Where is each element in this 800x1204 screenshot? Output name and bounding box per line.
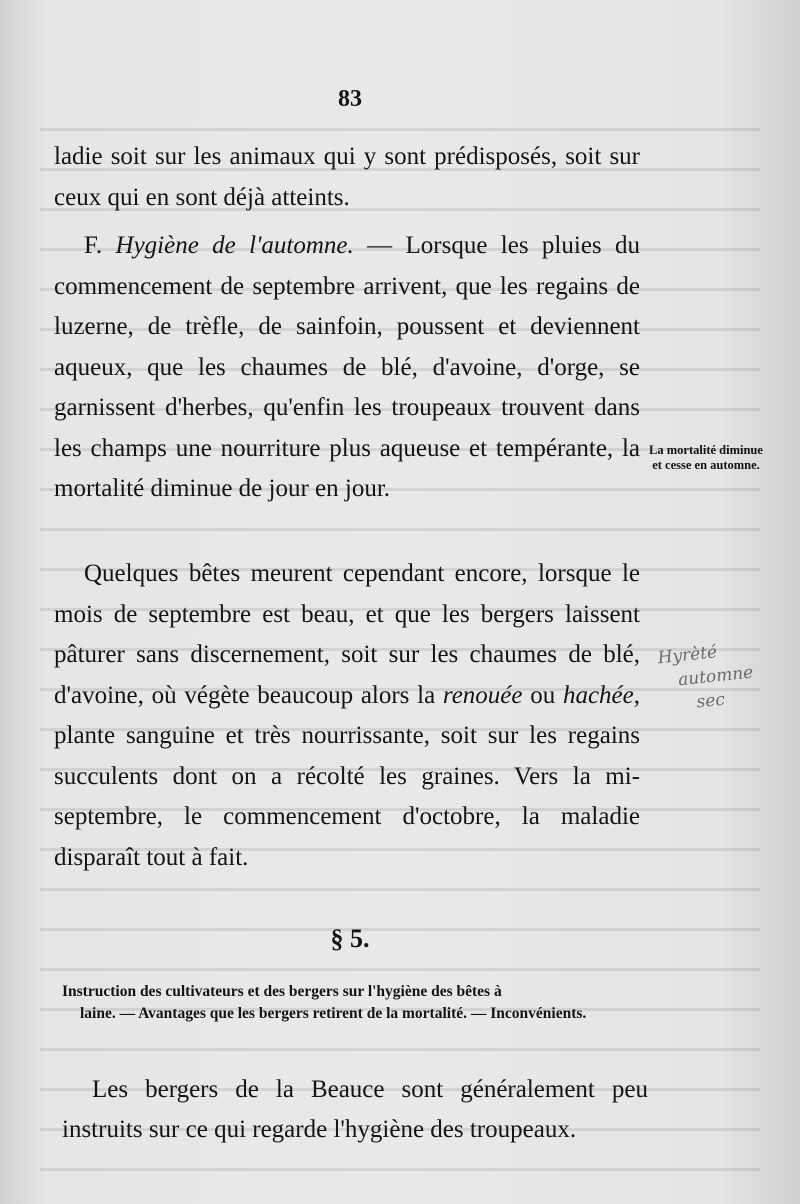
italic-hachee: hachée — [562, 681, 634, 709]
section-title-line1: Instruction des cultivateurs et des bergers sur l'hygiène des bêtes à — [62, 983, 502, 1000]
bottom-paragraph-text: Les bergers de la Beauce sont généralement peu instruits sur ce qui regarde l'hygiène des troupeaux. — [62, 1076, 648, 1143]
second-paragraph-part1: Quelques bêtes meurent cependant encore, lorsque le mois de septembre est beau, et que les bergers laissent pâturer sans discernement, soit sur les chaumes de blé, d'avoine, où végète beaucoup alors la — [54, 560, 640, 709]
top-paragraph-text: ladie soit sur les animaux qui y sont prédisposés, soit sur ceux qui en sont déjà atteints. — [54, 143, 640, 211]
bottom-paragraph — [62, 1070, 648, 1150]
section-title-line2: laine. — Avantages que les bergers retirent de la mortalité. — Inconvénients. — [80, 1005, 587, 1022]
second-paragraph — [54, 554, 640, 878]
hygiene-paragraph — [54, 226, 640, 510]
hygiene-dash: — — [353, 232, 406, 259]
page-number: 83 — [338, 86, 362, 112]
top-paragraph — [54, 137, 640, 218]
section-title — [62, 981, 642, 1025]
hygiene-label: F. — [84, 232, 103, 259]
hygiene-heading: Hygiène de l'automne. — [115, 232, 354, 259]
second-paragraph-part3: , plante sanguine et très nourrissante, soit sur les regains succulents dont on a récolté les graines. Vers la mi-septembre, le commencement d'octobre, la maladie disparaît tout à fait. — [54, 681, 640, 871]
second-paragraph-part2: ou — [522, 681, 563, 709]
handwritten-line2: automne — [677, 662, 755, 691]
handwritten-line3: sec — [695, 689, 726, 713]
second-paragraph-text — [54, 554, 640, 878]
section-mark: § 5. — [330, 924, 370, 953]
italic-renouee: renouée — [442, 681, 523, 709]
hygiene-paragraph-text — [54, 226, 640, 510]
handwritten-annotation — [657, 634, 784, 718]
hygiene-text: Lorsque les pluies du commencement de septembre arrivent, que les regains de luzerne, de trèfle, de sainfoin, poussent et deviennent aqueux, que les chaumes de blé, d'avoine, d'orge, se garnissent d'herbes, qu'enfin les troupeaux trouvent dans les champs une nourriture plus aqueuse et tempérante, la mortalité diminue de jour en jour. — [54, 232, 641, 502]
handwritten-line1: Hyrèté — [656, 642, 719, 669]
margin-note: La mortalité diminue et cesse en automne. — [649, 443, 763, 472]
